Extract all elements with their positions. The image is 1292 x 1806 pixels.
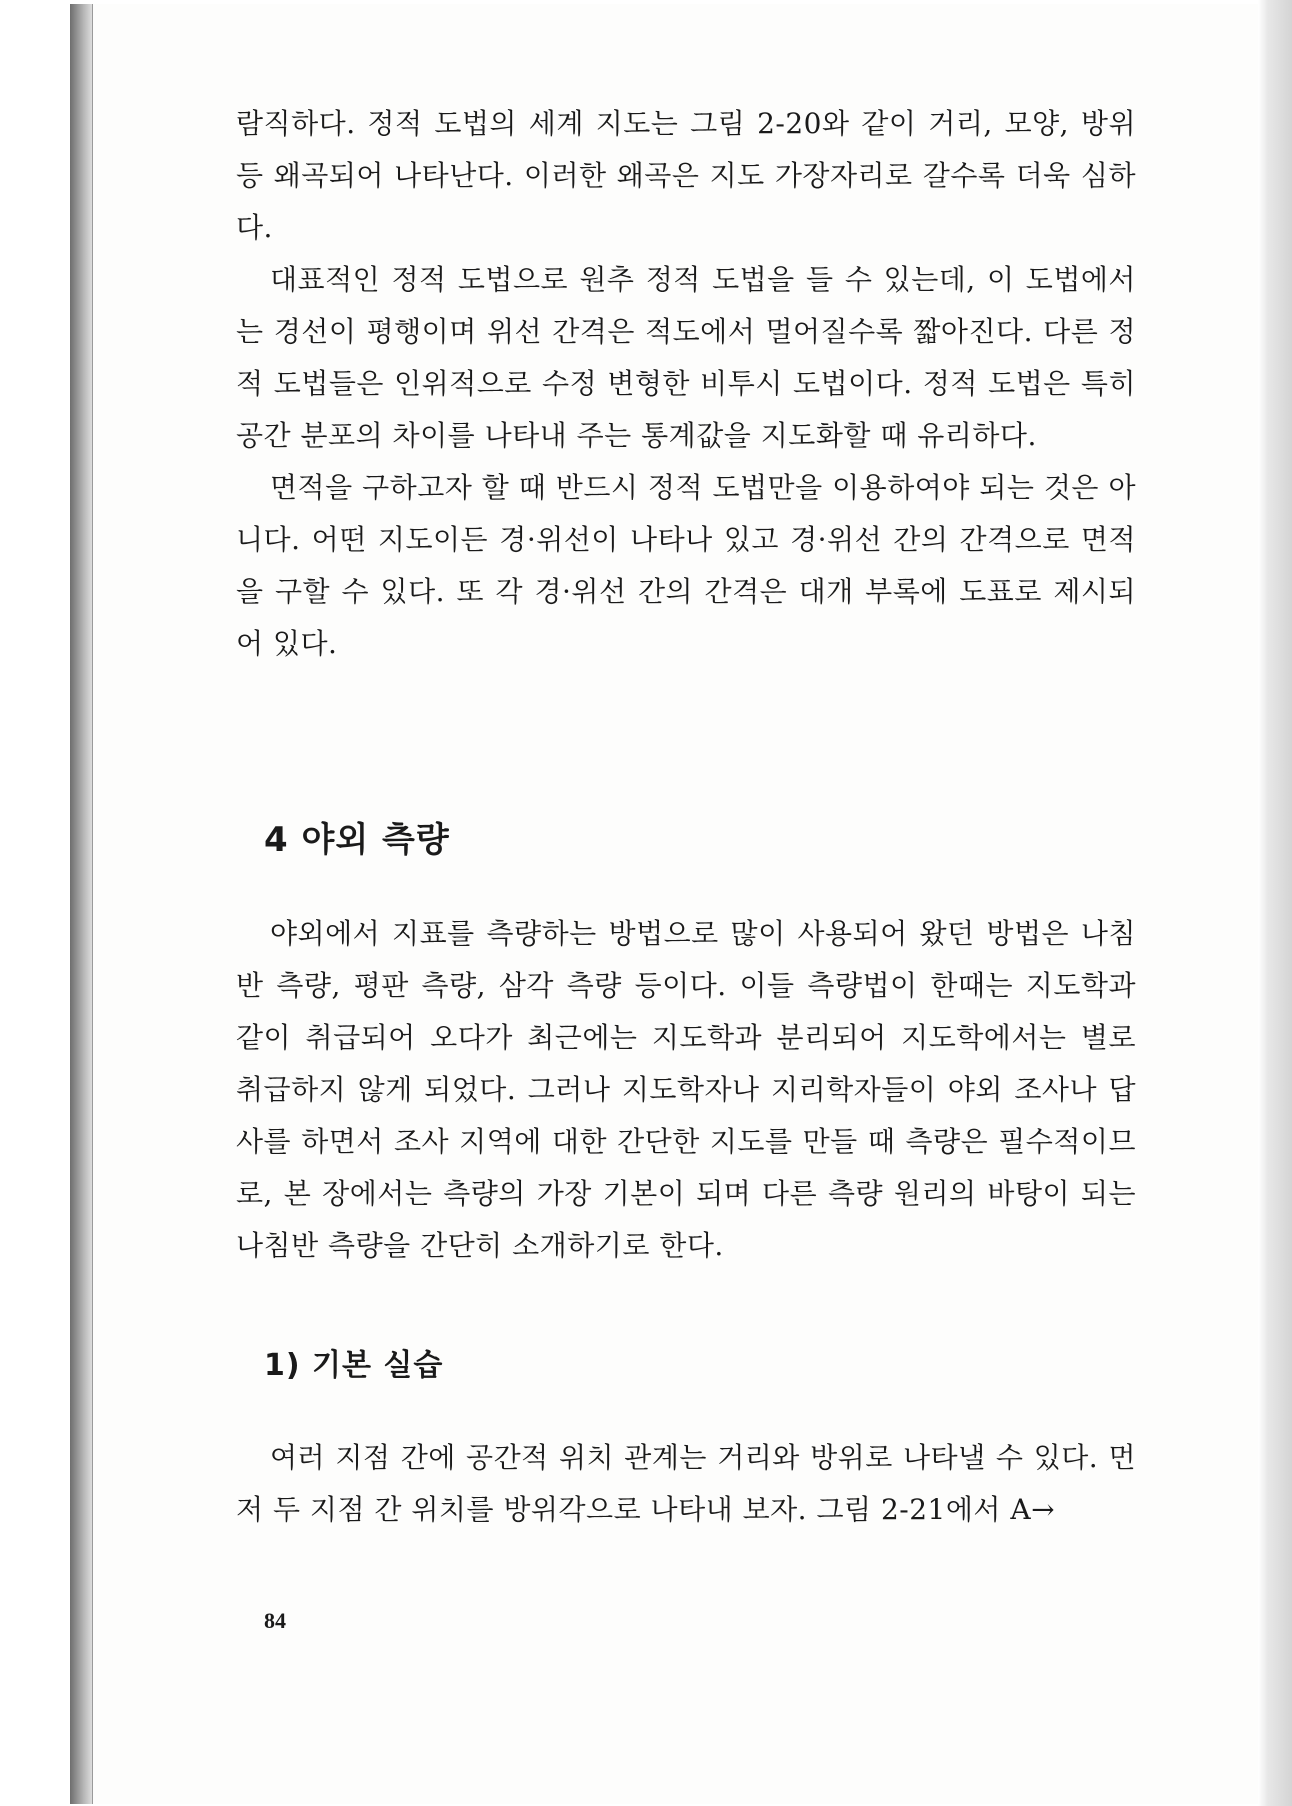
section-text-block <box>236 908 1136 1272</box>
subsection-text-block <box>236 1432 1136 1536</box>
page-number: 84 <box>264 1608 286 1633</box>
subsection-paragraph: 여러 지점 간에 공간적 위치 관계는 거리와 방위로 나타낼 수 있다. 먼저 두 지점 간 위치를 방위각으로 나타내 보자. 그림 2-21에서 A→ <box>236 1441 1136 1526</box>
page-right-edge <box>1258 0 1292 1806</box>
section-heading: 4 야외 측량 <box>264 820 450 860</box>
subsection-heading: 1) 기본 실습 <box>264 1348 444 1383</box>
section-paragraph: 야외에서 지표를 측량하는 방법으로 많이 사용되어 왔던 방법은 나침반 측량, 평판 측량, 삼각 측량 등이다. 이들 측량법이 한때는 지도학과 같이 취급되어 오다가 최근에는 지도학과 분리되어 지도학에서는 별로 취급하지 않게 되었다. 그러나 지도학자나 지리학자들이 야외 조사나 답사를 하면서 조사 지역에 대한 간단한 지도를 만들 때 측량은 필수적이므로, 본 장에서는 측량의 가장 기본이 되며 다른 측량 원리의 바탕이 되는 나침반 측량을 간단히 소개하기로 한다. <box>236 917 1136 1262</box>
paragraph-1: 람직하다. 정적 도법의 세계 지도는 그림 2-20와 같이 거리, 모양, 방위 등 왜곡되어 나타난다. 이러한 왜곡은 지도 가장자리로 갈수록 더욱 심하다. <box>236 107 1136 244</box>
paragraph-3: 면적을 구하고자 할 때 반드시 정적 도법만을 이용하여야 되는 것은 아니다. 어떤 지도이든 경·위선이 나타나 있고 경·위선 간의 간격으로 면적을 구할 수 있다. 또 각 경·위선 간의 간격은 대개 부록에 도표로 제시되어 있다. <box>236 471 1136 660</box>
top-text-block <box>236 98 1136 670</box>
paragraph-2: 대표적인 정적 도법으로 원추 정적 도법을 들 수 있는데, 이 도법에서는 경선이 평행이며 위선 간격은 적도에서 멀어질수록 짧아진다. 다른 정적 도법들은 인위적으로 수정 변형한 비투시 도법이다. 정적 도법은 특히 공간 분포의 차이를 나타내 주는 통계값을 지도화할 때 유리하다. <box>236 263 1136 452</box>
